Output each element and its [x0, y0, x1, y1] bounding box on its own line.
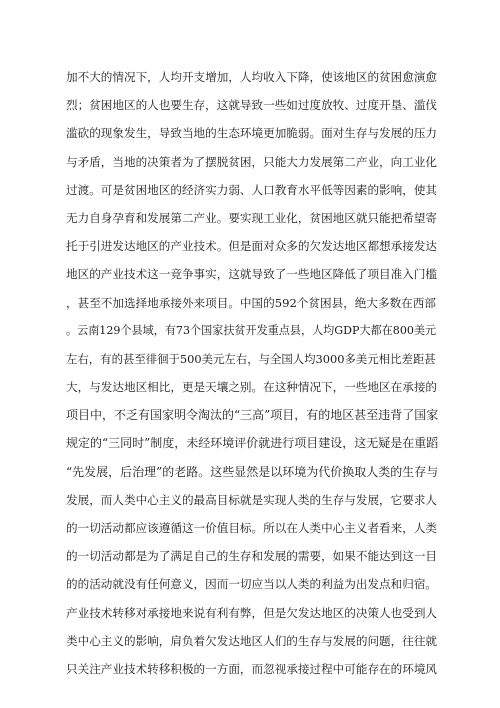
body-text [66, 63, 438, 683]
text-line: 烈；贫困地区的人也要生存，这就导致一些如过度放牧、过度开垦、滥伐 [66, 98, 438, 113]
text-line: 类中心主义的影响，肩负着欠发达地区人们的生存与发展的问题，往往就 [66, 633, 438, 648]
text-line: 与矛盾，当地的决策者为了摆脱贫困，只能大力发展第二产业，向工业化 [66, 154, 438, 169]
text-line: 无力自身孕育和发展第二产业。要实现工业化，贫困地区就只能把希望寄 [66, 210, 438, 225]
text-line: 的的活动就没有任何意义，因而一切应当以人类的利益为出发点和归宿。 [66, 577, 438, 592]
text-line: 产业技术转移对承接地来说有利有弊，但是欠发达地区的决策人也受到人 [66, 605, 438, 620]
text-line: 的一切活动都是为了满足自己的生存和发展的需要，如果不能达到这一目 [66, 549, 438, 564]
text-line: 滥砍的现象发生，导致当地的生态环境更加脆弱。面对生存与发展的压力 [66, 126, 438, 141]
text-line: 发展，而人类中心主义的最高目标就是实现人类的生存与发展，它要求人 [66, 492, 438, 507]
text-line: 托于引进发达地区的产业技术。但是面对众多的欠发达地区都想承接发达 [66, 239, 438, 254]
text-line: 地区的产业技术这一竞争事实，这就导致了一些地区降低了项目准入门槛 [66, 267, 438, 282]
text-line: ，甚至不加选择地承接外来项目。中国的592个贫困县，绝大多数在西部 [66, 295, 436, 310]
text-line: 项目中，不乏有国家明令淘汰的“三高”项目，有的地区甚至违背了国家 [66, 408, 438, 423]
text-line: 只关注产业技术转移积极的一方面，而忽视承接过程中可能存在的环境风 [66, 661, 438, 676]
text-line: 规定的“三同时”制度，未经环境评价就进行项目建设，这无疑是在重蹈 [66, 436, 438, 451]
text-line: 加不大的情况下，人均开支增加，人均收入下降，使该地区的贫困愈演愈 [66, 70, 438, 84]
text-line: 的一切活动都应该遵循这一价值目标。所以在人类中心主义者看来，人类 [66, 521, 438, 535]
text-line: 大，与发达地区相比，更是天壤之别。在这种情况下，一些地区在承接的 [66, 380, 438, 395]
text-line: 左右，有的甚至徘徊于500美元左右，与全国人均3000多美元相比差距甚 [66, 351, 436, 366]
text-line: 。云南129个县域，有73个国家扶贫开发重点县，人均GDP大都在800美元 [66, 323, 437, 337]
text-line: “先发展，后治理”的老路。这些显然是以环境为代价换取人类的生存与 [66, 464, 438, 479]
text-line: 过渡。可是贫困地区的经济实力弱、人口教育水平低等因素的影响，使其 [66, 182, 438, 197]
